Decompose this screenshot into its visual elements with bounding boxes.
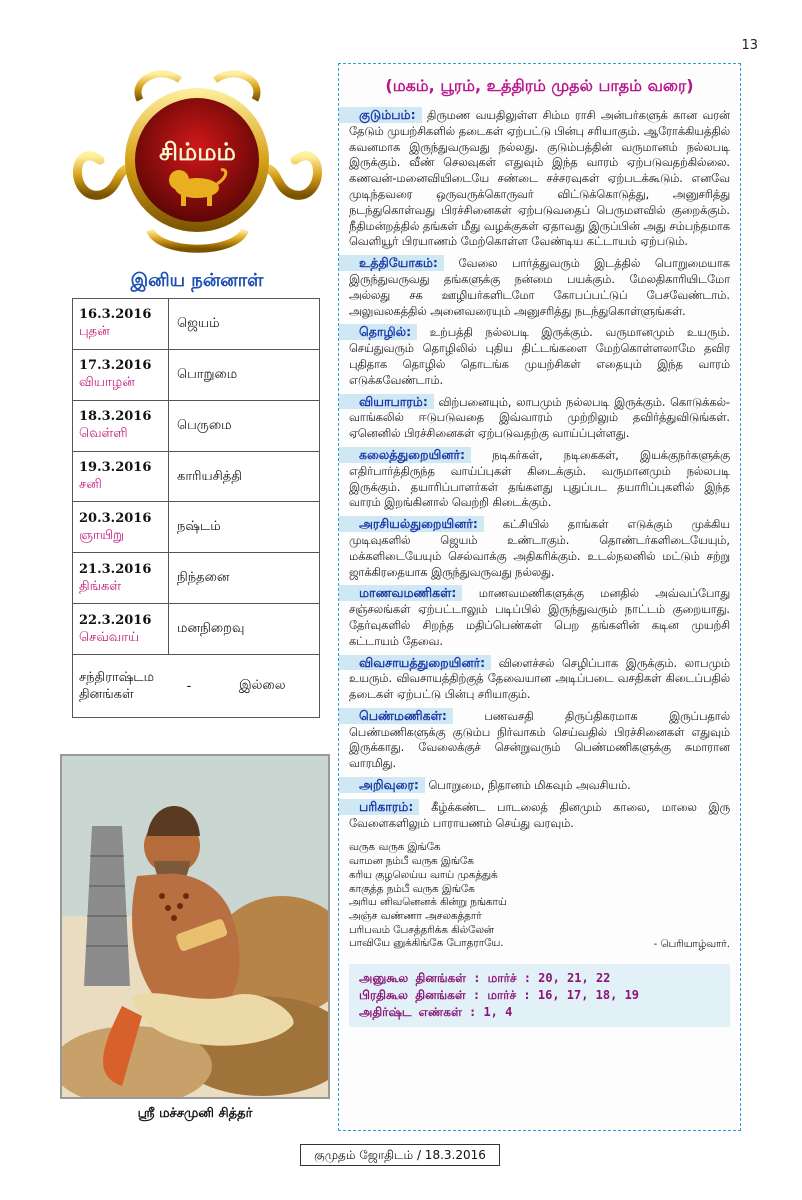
chandrashtama-label-2: தினங்கள் <box>79 687 134 702</box>
table-row <box>73 502 320 553</box>
row-value: ஜெயம் <box>169 299 320 350</box>
row-value: நஷ்டம் <box>169 502 320 553</box>
poem-line: பாவியே னுக்கிங்கே போதராயே. <box>349 937 504 950</box>
row-day: செவ்வாய் <box>79 629 140 645</box>
section-agriculture <box>349 655 730 703</box>
good-days-table <box>72 298 320 718</box>
section-remedy <box>349 799 730 832</box>
poem-line: பரிபவம் பேசத்தரிக்க கில்லேன் <box>349 923 494 936</box>
row-day: ஞாயிறு <box>79 527 124 543</box>
chandrashtama-value: இல்லை <box>239 678 286 693</box>
section-business <box>349 324 730 388</box>
section-family <box>349 107 730 250</box>
poem-line: கரிய குழலெய்ய வாய் முகத்துக் <box>349 868 498 881</box>
section-text: கீழ்க்கண்ட பாடலைத் தினமும் காலை, மாலை இரு வேளைகளிலும் பாராயணம் செய்து வரவும். <box>349 800 731 830</box>
row-date: 17.3.2016 <box>79 358 152 374</box>
chandrashtama-dash: - <box>186 678 192 694</box>
table-row <box>73 604 320 655</box>
section-text: பொறுமை, நிதானம் மிகவும் அவசியம். <box>428 779 631 793</box>
row-date: 16.3.2016 <box>79 307 152 323</box>
section-text: விற்பனையும், லாபமும் நல்லபடி இருக்கும். கொடுக்கல்-வாங்கலில் ஈடுபடுவதை இவ்வாரம் முற்றிலும் தவிர்த்துவிடுங்கள். ஏனெனில் பிரச்சினைகள் ஏற்படுவதற்கு வாய்ப்புள்ளது. <box>349 395 731 441</box>
simmam-emblem <box>60 60 335 260</box>
favorable-summary <box>349 964 730 1027</box>
poem-line: வருக வருக இங்கே <box>349 841 441 854</box>
section-text: உற்பத்தி நல்லபடி இருக்கும். வருமானமும் உயரும். செய்துவரும் தொழிலில் புதிய திட்டங்களை மேற்கொள்ளலாமே தவிர புதிதாக தொழில் தொடங்க முயற்சிகள் எதையும் இந்த வாரம் எடுக்கவேண்டாம். <box>349 326 730 387</box>
remedy-poem <box>349 841 730 951</box>
section-heading: கலைத்துறையினர்: <box>339 447 471 463</box>
row-day: வெள்ளி <box>79 426 128 442</box>
chandrashtama-row <box>73 655 320 718</box>
panel-title: (மகம், பூரம், உத்திரம் முதல் பாதம் வரை) <box>385 76 694 95</box>
good-days-title: இனிய நன்னாள் <box>130 270 264 291</box>
row-value: நிந்தனை <box>169 553 320 604</box>
section-heading: அறிவுரை: <box>339 777 425 793</box>
row-date: 21.3.2016 <box>79 561 152 577</box>
emblem-title: சிம்மம் <box>159 138 236 166</box>
row-value: மனநிறைவு <box>169 604 320 655</box>
row-value: காரியசித்தி <box>169 451 320 502</box>
row-day: வியாழன் <box>79 375 135 391</box>
section-heading: குடும்பம்: <box>339 107 422 123</box>
lucky-numbers: அதிர்ஷ்ட எண்கள் : 1, 4 <box>359 1004 513 1019</box>
machamuni-siddhar-portrait <box>60 754 330 1099</box>
page-number: 13 <box>741 38 758 53</box>
section-heading: உத்தியோகம்: <box>339 255 444 271</box>
row-day: சனி <box>79 477 102 492</box>
section-heading: மாணவமணிகள்: <box>339 585 462 601</box>
section-arts <box>349 447 730 511</box>
section-trade <box>349 394 730 442</box>
siddhar-illustration-icon <box>62 756 330 1099</box>
section-heading: விவசாயத்துறையினர்: <box>339 655 491 671</box>
page-footer: குமுதம் ஜோதிடம் / 18.3.2016 <box>300 1144 500 1166</box>
section-text: பணவசதி திருப்திகரமாக இருப்பதால் பெண்மணிகளுக்கு குடும்ப நிர்வாகம் செய்வதில் பிரச்சினைகள் எதுவும் இருக்காது. வேலைக்குச் சென்றுவரும் பெண்மணிகளுக்கு சுமாரான வாரமிது. <box>349 709 730 771</box>
section-employment <box>349 255 730 319</box>
table-row <box>73 299 320 350</box>
unfavorable-days: பிரதிகூல தினங்கள் : மார்ச் : 16, 17, 18, 19 <box>359 987 640 1002</box>
poem-line: அஞ்ச வண்ணா அசலகத்தார் <box>349 909 482 922</box>
row-date: 18.3.2016 <box>79 409 152 425</box>
chandrashtama-label-1: சந்திராஷ்டம <box>79 670 155 685</box>
section-heading: பரிகாரம்: <box>339 799 419 815</box>
poem-author: - பெரியாழ்வார். <box>653 938 730 951</box>
poem-line: அரிய னிவனெனக் கின்று நங்காய் <box>349 896 507 909</box>
poem-line: வாமன நம்பீ வருக இங்கே <box>349 855 474 868</box>
section-heading: அரசியல்துறையினர்: <box>339 516 484 532</box>
row-value: பெருமை <box>169 400 320 451</box>
row-day: புதன் <box>79 324 110 340</box>
section-heading: வியாபாரம்: <box>339 394 434 410</box>
section-text: திருமண வயதிலுள்ள சிம்ம ராசி அன்பர்களுக் கான வரன் தேடும் முயற்சிகளில் தடைகள் ஏற்பட்டு பின்பு சரியாகும். ஆரோக்கியத்தில் கவனமாக இருந்துவருவது நல்லது. குடும்பத்தின் வருமானம் நல்லபடி இருக்கும். வீண் செலவுகள் எதுவும் இந்த வாரம் ஏற்படுவதற்கில்லை. கணவன்-மனைவியிடையே சண்டை சச்சரவுகள் ஏற்படக்கூடும். எனவே முடிந்தவரை ஒருவருக்கொருவர் விட்டுக்கொடுத்து, அனுசரித்து நடந்துகொள்வது பிரச்சினைகள் ஏற்படுவதைப் பெருமளவில் குறைக்கும். நீதிமன்றத்தில் தங்கள் மீது வழக்குகள் ஏதாவது இருப்பின் அது சம்பந்தமாக வெளியூர் பிரயாணம் மேற்கொள்ள வேண்டிய கட்டாயம் ஏற்படும். <box>349 109 730 249</box>
section-text: நடிகர்கள், நடிகைகள், இயக்குநர்களுக்கு எதிர்பார்த்திருந்த வாய்ப்புகள் கிடைக்கும். வருமானமும் நல்லபடி இருக்கும். தயாரிப்பாளர்கள் தங்களது புதுப்பட தயாரிப்புகளில் இந்த வாரம் இறங்கினால் வெற்றி கிடைக்கும். <box>349 448 731 510</box>
section-students <box>349 585 730 649</box>
table-row <box>73 553 320 604</box>
row-date: 20.3.2016 <box>79 510 152 526</box>
section-advice <box>349 777 730 794</box>
section-text: மாணவமணிகளுக்கு மனதில் அவ்வப்போது சஞ்சலங்கள் ஏற்பட்டாலும் படிப்பில் இருந்துவரும் நாட்டம் குறையாது. தேர்வுகளில் சிறந்த மதிப்பெண்கள் பெற தங்களின் கடின முயற்சி கட்டாயம் தேவை. <box>349 587 731 648</box>
poem-line: காகுத்த நம்பீ வருக இங்கே <box>349 882 475 895</box>
section-heading: தொழில்: <box>339 324 417 340</box>
row-date: 19.3.2016 <box>79 460 152 475</box>
table-row <box>73 400 320 451</box>
row-date: 22.3.2016 <box>79 612 152 628</box>
row-day: திங்கள் <box>79 578 122 594</box>
portrait-caption: ஸ்ரீ மச்சமுனி சித்தர் <box>137 1106 253 1121</box>
section-text: விளைச்சல் செழிப்பாக இருக்கும். லாபமும் உயரும். விவசாயத்திற்குத் தேவையான அடிப்படை வசதிகள் கிடைப்பதில் தடைகள் ஏற்பட்டு பின்பு சரியாகும். <box>349 656 731 702</box>
section-text: கட்சியில் தாங்கள் எடுக்கும் முக்கிய முடிவுகளில் ஜெயம் உண்டாகும். தொண்டர்களிடையேயும், மக்களிடையேயும் செல்வாக்கு அதிகரிக்கும். உடல்நலனில் மட்டும் சற்று ஜாக்கிரதையாக இருந்துவருவது நல்லது. <box>349 518 730 579</box>
table-row <box>73 451 320 502</box>
section-heading: பெண்மணிகள்: <box>339 708 453 724</box>
favorable-days: அனுகூல தினங்கள் : மார்ச் : 20, 21, 22 <box>359 970 611 985</box>
section-text: வேலை பார்த்துவரும் இடத்தில் பொறுமையாக இருந்துவருவது தங்களுக்கு நன்மை பயக்கும். மேலதிகாரியிடமோ அல்லது சக ஊழியர்களிடமோ கோபப்பட்டுப் பேசவேண்டாம். அலுவலகத்தில் அனைவரையும் அனுசரித்து நடந்துகொள்ளுங்கள். <box>349 257 730 318</box>
table-row <box>73 349 320 400</box>
section-politics <box>349 516 730 580</box>
section-women <box>349 708 730 772</box>
horoscope-panel <box>338 63 741 1131</box>
row-value: பொறுமை <box>169 349 320 400</box>
